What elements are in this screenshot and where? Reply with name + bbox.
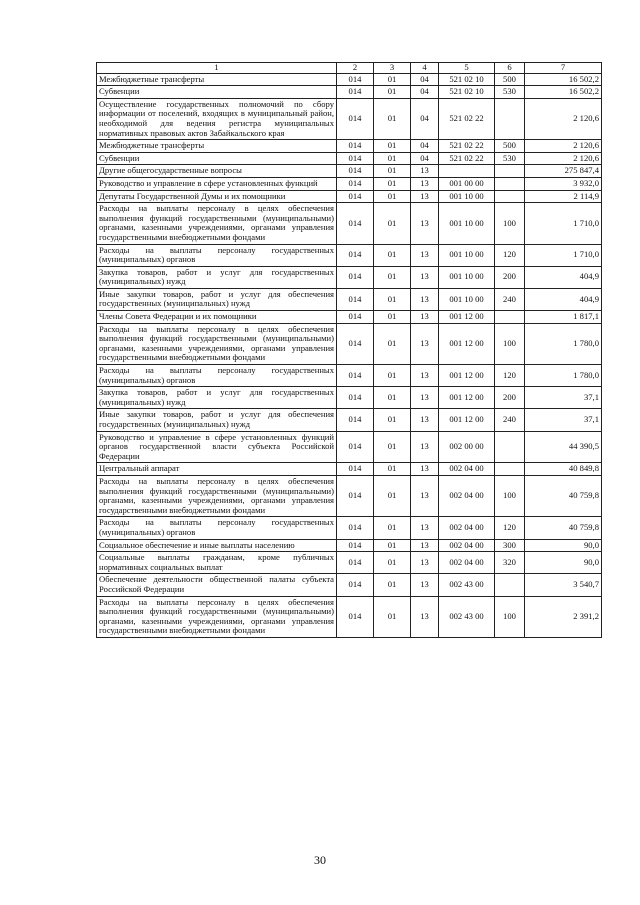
expense-type-cell: 240 [495,409,525,431]
target-article-cell: 521 02 10 [439,73,495,86]
section-cell: 01 [374,244,411,266]
header-cell: 3 [374,63,411,74]
table-row [97,177,602,190]
target-article-cell: 521 02 22 [439,98,495,139]
target-article-cell: 521 02 22 [439,140,495,153]
row-name-cell: Другие общегосударственные вопросы [97,165,337,178]
target-article-cell: 001 10 00 [439,266,495,288]
row-name-cell: Социальное обеспечение и иные выплаты населению [97,539,337,552]
row-name-cell: Члены Совета Федерации и их помощники [97,311,337,324]
table-row [97,596,602,637]
amount-cell: 3 540,7 [525,574,602,596]
amount-cell: 16 502,2 [525,86,602,99]
row-name-cell: Субвенции [97,152,337,165]
target-article-cell: 002 43 00 [439,596,495,637]
target-article-cell: 002 43 00 [439,574,495,596]
table-row [97,323,602,364]
expense-type-cell: 120 [495,517,525,539]
section-cell: 01 [374,475,411,516]
section-cell: 01 [374,152,411,165]
amount-cell: 2 120,6 [525,152,602,165]
table-row [97,244,602,266]
row-name-cell: Межбюджетные трансферты [97,140,337,153]
amount-cell: 404,9 [525,266,602,288]
expense-type-cell: 300 [495,539,525,552]
section-cell: 01 [374,98,411,139]
expense-type-cell: 240 [495,288,525,310]
expense-type-cell: 100 [495,323,525,364]
target-article-cell: 001 00 00 [439,177,495,190]
subsection-cell: 13 [411,365,439,387]
section-cell: 01 [374,463,411,476]
code-cell: 014 [337,475,374,516]
code-cell: 014 [337,203,374,244]
target-article-cell: 001 10 00 [439,244,495,266]
subsection-cell: 13 [411,288,439,310]
subsection-cell: 13 [411,517,439,539]
amount-cell: 37,1 [525,409,602,431]
table-row [97,152,602,165]
header-cell: 1 [97,63,337,74]
section-cell: 01 [374,288,411,310]
table-row [97,431,602,463]
section-cell: 01 [374,86,411,99]
code-cell: 014 [337,517,374,539]
code-cell: 014 [337,190,374,203]
expense-type-cell: 100 [495,203,525,244]
subsection-cell: 13 [411,574,439,596]
row-name-cell: Межбюджетные трансферты [97,73,337,86]
subsection-cell: 04 [411,86,439,99]
expense-type-cell: 100 [495,475,525,516]
header-cell: 2 [337,63,374,74]
section-cell: 01 [374,311,411,324]
row-name-cell: Иные закупки товаров, работ и услуг для обеспечения государственных (муниципальных) нужд [97,288,337,310]
target-article-cell: 002 04 00 [439,552,495,574]
expense-type-cell: 120 [495,365,525,387]
code-cell: 014 [337,539,374,552]
subsection-cell: 13 [411,431,439,463]
target-article-cell: 001 12 00 [439,387,495,409]
table-row [97,203,602,244]
expense-type-cell: 120 [495,244,525,266]
budget-table [96,62,602,638]
code-cell: 014 [337,574,374,596]
expense-type-cell: 530 [495,86,525,99]
target-article-cell: 002 04 00 [439,475,495,516]
code-cell: 014 [337,152,374,165]
row-name-cell: Центральный аппарат [97,463,337,476]
row-name-cell: Социальные выплаты гражданам, кроме публичных нормативных социальных выплат [97,552,337,574]
amount-cell: 1 710,0 [525,244,602,266]
amount-cell: 16 502,2 [525,73,602,86]
row-name-cell: Депутаты Государственной Думы и их помощники [97,190,337,203]
row-name-cell: Обеспечение деятельности общественной палаты субъекта Российской Федерации [97,574,337,596]
table-header-row [97,63,602,74]
table-row [97,86,602,99]
target-article-cell [439,165,495,178]
subsection-cell: 13 [411,409,439,431]
row-name-cell: Расходы на выплаты персоналу в целях обеспечения выполнения функций государственными (муниципальными) органами, казенными учреждениями, органами управления государственными внебюджетными фондами [97,596,337,637]
subsection-cell: 04 [411,140,439,153]
row-name-cell: Расходы на выплаты персоналу в целях обеспечения выполнения функций государственными (муниципальными) органами, казенными учреждениями, органами управления государственными внебюджетными фондами [97,203,337,244]
target-article-cell: 001 12 00 [439,409,495,431]
header-cell: 4 [411,63,439,74]
amount-cell: 2 120,6 [525,140,602,153]
page-number: 30 [314,853,326,867]
table-row [97,266,602,288]
row-name-cell: Осуществление государственных полномочий по сбору информации от поселений, входящих в муниципальный район, необходимой для ведения регистра муниципальных нормативных правовых актов Забайкальского края [97,98,337,139]
target-article-cell: 002 04 00 [439,517,495,539]
amount-cell: 1 780,0 [525,365,602,387]
section-cell: 01 [374,409,411,431]
subsection-cell: 13 [411,552,439,574]
expense-type-cell: 200 [495,266,525,288]
row-name-cell: Расходы на выплаты персоналу государственных (муниципальных) органов [97,365,337,387]
code-cell: 014 [337,463,374,476]
amount-cell: 40 849,8 [525,463,602,476]
section-cell: 01 [374,203,411,244]
section-cell: 01 [374,266,411,288]
target-article-cell: 002 00 00 [439,431,495,463]
amount-cell: 1 710,0 [525,203,602,244]
table-row [97,517,602,539]
expense-type-cell [495,311,525,324]
header-cell: 7 [525,63,602,74]
subsection-cell: 13 [411,596,439,637]
table-row [97,140,602,153]
table-row [97,190,602,203]
amount-cell: 3 932,0 [525,177,602,190]
amount-cell: 90,0 [525,539,602,552]
target-article-cell: 001 12 00 [439,323,495,364]
code-cell: 014 [337,311,374,324]
row-name-cell: Расходы на выплаты персоналу государственных (муниципальных) органов [97,517,337,539]
subsection-cell: 04 [411,152,439,165]
code-cell: 014 [337,596,374,637]
code-cell: 014 [337,73,374,86]
section-cell: 01 [374,140,411,153]
row-name-cell: Расходы на выплаты персоналу государственных (муниципальных) органов [97,244,337,266]
target-article-cell: 002 04 00 [439,539,495,552]
subsection-cell: 13 [411,539,439,552]
table-row [97,574,602,596]
table-row [97,552,602,574]
section-cell: 01 [374,552,411,574]
amount-cell: 404,9 [525,288,602,310]
code-cell: 014 [337,409,374,431]
expense-type-cell: 200 [495,387,525,409]
header-cell: 6 [495,63,525,74]
table-row [97,365,602,387]
subsection-cell: 13 [411,266,439,288]
expense-type-cell [495,190,525,203]
code-cell: 014 [337,165,374,178]
expense-type-cell: 320 [495,552,525,574]
expense-type-cell [495,463,525,476]
expense-type-cell [495,431,525,463]
amount-cell: 2 120,6 [525,98,602,139]
amount-cell: 1 817,1 [525,311,602,324]
subsection-cell: 13 [411,203,439,244]
code-cell: 014 [337,323,374,364]
expense-type-cell: 530 [495,152,525,165]
subsection-cell: 13 [411,463,439,476]
target-article-cell: 001 10 00 [439,288,495,310]
code-cell: 014 [337,98,374,139]
table-row [97,387,602,409]
target-article-cell: 521 02 22 [439,152,495,165]
table-row [97,539,602,552]
section-cell: 01 [374,73,411,86]
subsection-cell: 13 [411,311,439,324]
code-cell: 014 [337,177,374,190]
row-name-cell: Руководство и управление в сфере установленных функций органов государственной власти субъекта Российской Федерации [97,431,337,463]
target-article-cell: 521 02 10 [439,86,495,99]
code-cell: 014 [337,365,374,387]
amount-cell: 2 114,9 [525,190,602,203]
subsection-cell: 04 [411,73,439,86]
expense-type-cell [495,574,525,596]
expense-type-cell [495,177,525,190]
target-article-cell: 001 10 00 [439,190,495,203]
target-article-cell: 001 10 00 [439,203,495,244]
table-row [97,463,602,476]
code-cell: 014 [337,552,374,574]
subsection-cell: 13 [411,190,439,203]
code-cell: 014 [337,140,374,153]
row-name-cell: Иные закупки товаров, работ и услуг для обеспечения государственных (муниципальных) нужд [97,409,337,431]
subsection-cell: 13 [411,323,439,364]
header-cell: 5 [439,63,495,74]
table-row [97,475,602,516]
section-cell: 01 [374,539,411,552]
section-cell: 01 [374,431,411,463]
subsection-cell: 04 [411,98,439,139]
subsection-cell: 13 [411,165,439,178]
row-name-cell: Субвенции [97,86,337,99]
section-cell: 01 [374,596,411,637]
row-name-cell: Закупка товаров, работ и услуг для государственных (муниципальных) нужд [97,387,337,409]
row-name-cell: Закупка товаров, работ и услуг для государственных (муниципальных) нужд [97,266,337,288]
target-article-cell: 001 12 00 [439,311,495,324]
amount-cell: 44 390,5 [525,431,602,463]
section-cell: 01 [374,177,411,190]
section-cell: 01 [374,365,411,387]
amount-cell: 37,1 [525,387,602,409]
table-row [97,409,602,431]
code-cell: 014 [337,266,374,288]
row-name-cell: Руководство и управление в сфере установленных функций [97,177,337,190]
subsection-cell: 13 [411,177,439,190]
amount-cell: 2 391,2 [525,596,602,637]
table-row [97,288,602,310]
row-name-cell: Расходы на выплаты персоналу в целях обеспечения выполнения функций государственными (муниципальными) органами, казенными учреждениями, органами управления государственными внебюджетными фондами [97,475,337,516]
subsection-cell: 13 [411,475,439,516]
amount-cell: 90,0 [525,552,602,574]
code-cell: 014 [337,288,374,310]
expense-type-cell [495,165,525,178]
expense-type-cell: 500 [495,73,525,86]
table-row [97,311,602,324]
target-article-cell: 001 12 00 [439,365,495,387]
amount-cell: 40 759,8 [525,475,602,516]
subsection-cell: 13 [411,387,439,409]
section-cell: 01 [374,190,411,203]
amount-cell: 1 780,0 [525,323,602,364]
code-cell: 014 [337,244,374,266]
expense-type-cell [495,98,525,139]
amount-cell: 275 847,4 [525,165,602,178]
code-cell: 014 [337,431,374,463]
code-cell: 014 [337,387,374,409]
table-row [97,98,602,139]
target-article-cell: 002 04 00 [439,463,495,476]
subsection-cell: 13 [411,244,439,266]
section-cell: 01 [374,517,411,539]
table-row [97,73,602,86]
section-cell: 01 [374,323,411,364]
row-name-cell: Расходы на выплаты персоналу в целях обеспечения выполнения функций государственными (муниципальными) органами, казенными учреждениями, органами управления государственными внебюджетными фондами [97,323,337,364]
expense-type-cell: 100 [495,596,525,637]
section-cell: 01 [374,574,411,596]
code-cell: 014 [337,86,374,99]
section-cell: 01 [374,165,411,178]
amount-cell: 40 759,8 [525,517,602,539]
expense-type-cell: 500 [495,140,525,153]
table-row [97,165,602,178]
section-cell: 01 [374,387,411,409]
